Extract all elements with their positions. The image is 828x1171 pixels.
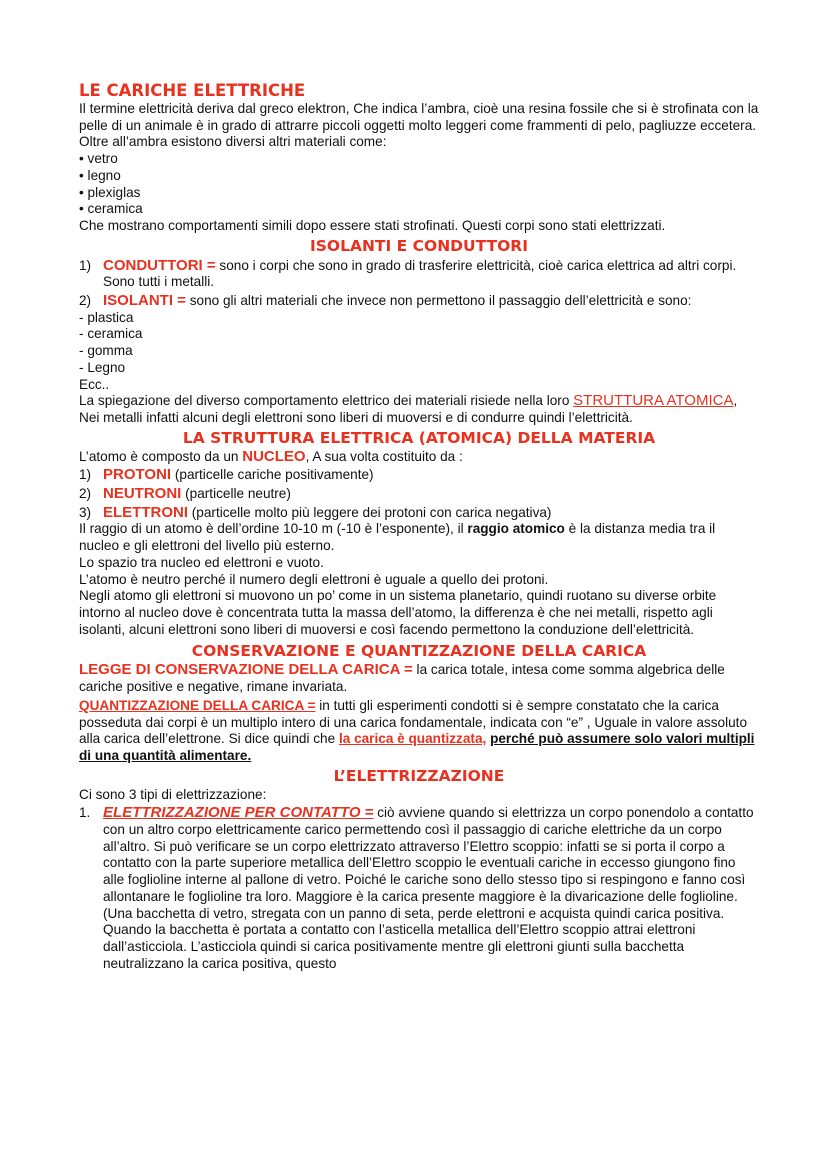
term-neutroni: NEUTRONI <box>103 485 182 503</box>
ecc-text: Ecc.. <box>79 376 110 392</box>
term-legge-conservazione: LEGGE DI CONSERVAZIONE DELLA CARICA = <box>79 661 413 679</box>
text-span: , Nei metalli infatti alcuni degli elettroni sono liberi di muoversi e di condurre quindi l’elettricità. <box>79 393 738 425</box>
item-number: 2) <box>79 293 92 309</box>
quantized-statement: la carica è quantizzata, <box>338 731 487 747</box>
item-text <box>103 258 759 291</box>
section-heading-isolanti: ISOLANTI E CONDUTTORI <box>309 236 529 255</box>
definition-text: ciò avviene quando si elettrizza un corpo ponendolo a contatto con un altro corpo elettricamente carico permettendo così il passaggio di cariche elettriche da un corpo all’altro. Si può verificare se un corpo elettrizzato attraverso l’Elettro scoppio: infatti se si porta il corpo a contatto con la parte superiore metallica dell’Elettro scoppio le eventuali cariche in eccesso giungono fino alle foglioline interne al pallone di vetro. Poiché le cariche sono dello stesso tipo si respingono e fanno così allontanare le foglioline tra loro. Maggiore è la carica presente maggiore è la divaricazione delle foglioline. (Una bacchetta di vetro, stregata con un panno di seta, perde elettroni e acquista quindi carica positiva. Quando la bacchetta è portata a contatto con l’asticella metallica dell’Elettro scoppio attrai elettroni dall’asticciola. L’asticciola quindi si carica positivamente mentre gli elettroni giunti sulla bacchetta neutralizzano la carica positiva, questo <box>103 805 754 971</box>
term-elettrizzazione-contatto: ELETTRIZZAZIONE PER CONTATTO = <box>103 804 374 822</box>
list-item-isolanti <box>79 293 759 310</box>
item-text <box>103 805 759 972</box>
list-item: • legno <box>79 167 121 183</box>
materials-list <box>79 151 759 218</box>
item-text <box>103 486 759 503</box>
law-paragraph <box>79 662 759 695</box>
intro-end-paragraph: Che mostrano comportamenti simili dopo essere stati strofinati. Questi corpi sono stati elettrizzati. <box>79 217 666 233</box>
item-text <box>103 293 759 310</box>
definition-text: la carica totale, intesa come somma algebrica delle cariche positive e negative, rimane invariata. <box>79 662 725 695</box>
term-protoni: PROTONI <box>103 466 172 484</box>
list-item-text: vetro <box>87 151 118 167</box>
definition-text: (particelle molto più leggere dei protoni con carica negativa) <box>188 504 552 520</box>
particle-item <box>79 467 759 484</box>
contact-item <box>79 805 759 972</box>
list-item-text: plastica <box>87 309 134 325</box>
text-span: , A sua volta costituito da : <box>305 448 463 464</box>
list-item-text: gomma <box>87 343 133 359</box>
definition-text: in tutti gli esperimenti condotti si è sempre constatato che la carica posseduta dai corpi è un multiplo intero di una carica fondamentale, indicata con “e” , Uguale in valore assoluto alla carica dell’elettrone. Si dice quindi che <box>79 697 747 747</box>
struttura-atomica-link[interactable]: STRUTTURA ATOMICA <box>573 392 734 410</box>
definition-text: (particelle neutre) <box>181 486 291 502</box>
item-number: 1) <box>79 467 92 483</box>
text-span: L’atomo è composto da un <box>79 448 243 464</box>
list-item-text: legno <box>87 167 121 183</box>
text-span: è la distanza media tra il nucleo e gli elettroni del livello più esterno. <box>79 521 716 554</box>
list-item: - ceramica <box>79 326 143 342</box>
types-line: Ci sono 3 tipi di elettrizzazione: <box>79 786 267 802</box>
item-number: 3) <box>79 504 92 520</box>
page-title: LE CARICHE ELETTRICHE <box>79 81 306 100</box>
term-nucleo: NUCLEO <box>242 447 306 465</box>
quantization-paragraph <box>79 698 759 765</box>
insulators-list <box>79 310 759 377</box>
planetary-paragraph: Negli atomo gli elettroni si muovono un po’ come in un sistema planetario, quindi ruotano su diverse orbite intorno al nucleo dove è concentrata tutta la massa dell’atomo, la differenza è che nei metalli, rispetto agli isolanti, alcuni elettroni sono liberi di muoversi e così facendo permettono la conduzione dell’elettricità. <box>79 588 717 637</box>
quantized-statement-cont: perché può assumere solo valori multipli di una quantità alimentare. <box>79 731 755 763</box>
item-number: 2) <box>79 486 92 502</box>
particle-item <box>79 505 759 522</box>
item-text <box>103 505 759 522</box>
list-item: - plastica <box>79 309 134 325</box>
text-span: Il raggio di un atomo è dell’ordine 10-10 m (-10 è l’esponente), il <box>79 521 468 537</box>
item-number: 1. <box>79 805 91 821</box>
radius-paragraph <box>79 521 759 554</box>
neutral-line: L’atomo è neutro perché il numero degli elettroni è uguale a quello dei protoni. <box>79 571 549 587</box>
term-elettroni: ELETTRONI <box>103 503 188 521</box>
item-number: 1) <box>79 257 92 273</box>
list-item: • ceramica <box>79 201 143 217</box>
atom-paragraph <box>79 449 759 466</box>
text-span: La spiegazione del diverso comportamento elettrico dei materiali risiede nella loro <box>79 393 574 409</box>
section-heading-elettrizzazione: L’ELETTRIZZAZIONE <box>333 766 505 785</box>
space-line: Lo spazio tra nucleo ed elettroni e vuoto. <box>79 554 324 570</box>
list-item-text: ceramica <box>87 326 143 342</box>
term-quantizzazione: QUANTIZZAZIONE DELLA CARICA = <box>79 697 316 713</box>
list-item: - Legno <box>79 359 126 375</box>
intro-paragraph: Il termine elettricità deriva dal greco elektron, Che indica l’ambra, cioè una resina fossile che si è strofinata con la pelle di un animale è in grado di attrarre piccoli oggetti molto leggeri come frammenti di pelo, pagliuzze eccetera. Oltre all’ambra esistono diversi altri materiali come: <box>79 101 759 150</box>
item-text <box>103 467 759 484</box>
document-page <box>79 80 759 972</box>
list-item: • plexiglas <box>79 184 141 200</box>
definition-text: sono gli altri materiali che invece non permettono il passaggio dell’elettricità e sono: <box>185 293 692 309</box>
section-heading-struttura: LA STRUTTURA ELETTRICA (ATOMICA) DELLA MATERIA <box>182 428 656 447</box>
list-item-text: plexiglas <box>87 184 141 200</box>
definition-text: sono i corpi che sono in grado di trasferire elettricità, cioè carica elettrica ad altri corpi. Sono tutti i metalli. <box>103 257 737 290</box>
term-conduttori: CONDUTTORI = <box>103 256 216 274</box>
list-item: - gomma <box>79 343 133 359</box>
section-heading-conservazione: CONSERVAZIONE E QUANTIZZAZIONE DELLA CARICA <box>191 642 647 661</box>
definition-text: (particelle cariche positivamente) <box>171 467 374 483</box>
list-item-text: Legno <box>87 359 126 375</box>
explanation-paragraph <box>79 393 759 426</box>
particle-item <box>79 486 759 503</box>
list-item-text: ceramica <box>87 201 143 217</box>
term-isolanti: ISOLANTI = <box>103 292 186 310</box>
list-item: • vetro <box>79 151 118 167</box>
term-raggio-atomico: raggio atomico <box>467 521 565 537</box>
list-item-conduttori <box>79 258 759 291</box>
